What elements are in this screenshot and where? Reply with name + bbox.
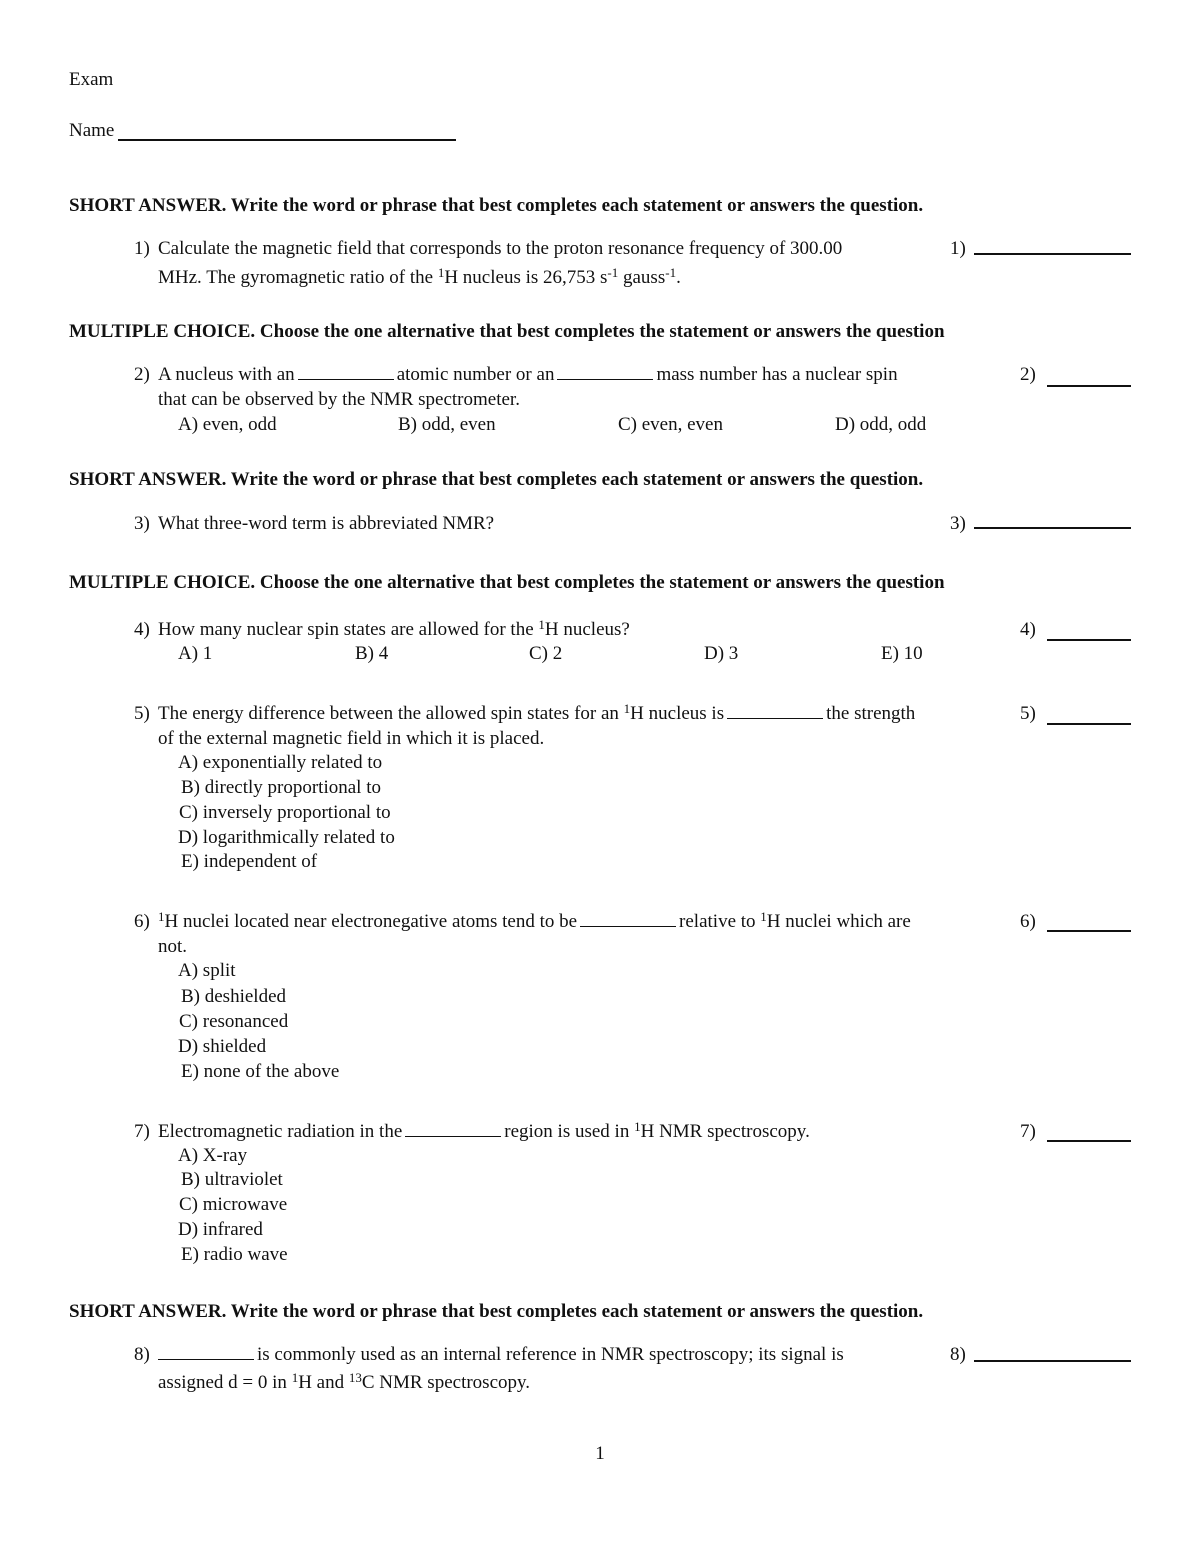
answer-number: 6) <box>1020 911 1036 932</box>
answer-number: 7) <box>1020 1121 1036 1142</box>
text-segment: gauss <box>618 267 666 288</box>
question-text <box>158 1121 810 1143</box>
text-segment: H nucleus is <box>630 703 725 724</box>
option-a[interactable]: A) 1 <box>178 643 213 664</box>
text-segment: H nuclei located near electronegative atoms tend to be <box>164 911 578 932</box>
answer-number: 1) <box>950 238 966 259</box>
answer-line[interactable] <box>1047 930 1131 932</box>
text-segment: H NMR spectroscopy. <box>640 1121 810 1142</box>
question-number: 1) <box>134 238 150 259</box>
answer-number: 2) <box>1020 364 1036 385</box>
superscript: 1 <box>158 909 165 924</box>
question-text <box>158 364 898 386</box>
option-e[interactable]: E) radio wave <box>181 1244 288 1265</box>
question-number: 5) <box>134 703 150 724</box>
option-a[interactable]: A) split <box>178 960 236 981</box>
option-c[interactable]: C) microwave <box>179 1194 288 1215</box>
question-text-line2 <box>158 1372 530 1394</box>
option-d[interactable]: D) shielded <box>178 1036 267 1057</box>
question-text-line2: that can be observed by the NMR spectrometer. <box>158 389 520 410</box>
question-number: 3) <box>134 513 150 534</box>
superscript: 1 <box>634 1119 641 1134</box>
option-d[interactable]: D) 3 <box>704 643 739 664</box>
fill-blank <box>158 1358 254 1360</box>
text-segment: H nucleus? <box>544 619 630 640</box>
answer-number: 8) <box>950 1344 966 1365</box>
text-segment: assigned d = 0 in <box>158 1372 292 1393</box>
question-number: 4) <box>134 619 150 640</box>
text-segment: region is used in <box>504 1121 635 1142</box>
answer-line[interactable] <box>1047 639 1131 641</box>
option-e[interactable]: E) independent of <box>181 851 318 872</box>
page-number: 1 <box>595 1443 605 1464</box>
option-c[interactable]: C) 2 <box>529 643 563 664</box>
option-e[interactable]: E) 10 <box>881 643 923 664</box>
name-label: Name <box>69 120 115 141</box>
fill-blank <box>298 378 394 380</box>
section-heading-short-answer: SHORT ANSWER. Write the word or phrase that best completes each statement or answers the question. <box>69 1301 924 1322</box>
option-c[interactable]: C) resonanced <box>179 1011 289 1032</box>
answer-number: 5) <box>1020 703 1036 724</box>
text-segment: is commonly used as an internal reference in NMR spectroscopy; its signal is <box>257 1344 844 1365</box>
option-a[interactable]: A) X-ray <box>178 1145 248 1166</box>
superscript: 1 <box>291 1370 299 1385</box>
answer-line[interactable] <box>974 1360 1131 1362</box>
option-d[interactable]: D) infrared <box>178 1219 263 1240</box>
text-segment: mass number has a nuclear spin <box>656 364 898 385</box>
option-b[interactable]: B) odd, even <box>398 414 496 435</box>
text-segment: H nuclei which are <box>766 911 911 932</box>
superscript: 1 <box>538 617 545 632</box>
fill-blank <box>580 925 676 927</box>
text-segment: relative to <box>679 911 761 932</box>
option-b[interactable]: B) directly proportional to <box>181 777 381 798</box>
answer-line[interactable] <box>1047 723 1131 725</box>
answer-number: 4) <box>1020 619 1036 640</box>
superscript: -1 <box>665 265 677 280</box>
exam-title: Exam <box>69 69 114 90</box>
question-text <box>158 703 915 725</box>
text-segment: H nucleus is 26,753 s <box>444 267 608 288</box>
superscript: 1 <box>760 909 767 924</box>
answer-number: 3) <box>950 513 966 534</box>
question-number: 2) <box>134 364 150 385</box>
question-text <box>158 1344 844 1366</box>
option-b[interactable]: B) 4 <box>355 643 389 664</box>
option-e[interactable]: E) none of the above <box>181 1061 340 1082</box>
option-d[interactable]: D) logarithmically related to <box>178 827 395 848</box>
text-segment: the strength <box>826 703 916 724</box>
section-heading-multiple-choice: MULTIPLE CHOICE. Choose the one alternative that best completes the statement or answers the question <box>69 572 945 593</box>
fill-blank <box>557 378 653 380</box>
answer-line[interactable] <box>1047 385 1131 387</box>
fill-blank <box>405 1135 501 1137</box>
question-text <box>158 619 630 641</box>
question-text-line2: of the external magnetic field in which it is placed. <box>158 728 545 749</box>
option-c[interactable]: C) inversely proportional to <box>179 802 391 823</box>
question-number: 7) <box>134 1121 150 1142</box>
section-heading-short-answer: SHORT ANSWER. Write the word or phrase that best completes each statement or answers the question. <box>69 195 924 216</box>
option-b[interactable]: B) ultraviolet <box>181 1169 283 1190</box>
name-field[interactable] <box>118 139 456 141</box>
superscript: 1 <box>437 265 445 280</box>
answer-line[interactable] <box>1047 1140 1131 1142</box>
text-segment: . <box>676 267 681 288</box>
question-number: 6) <box>134 911 150 932</box>
section-heading-multiple-choice: MULTIPLE CHOICE. Choose the one alternative that best completes the statement or answers the question <box>69 321 945 342</box>
question-text-line2 <box>158 267 681 289</box>
question-text <box>158 911 911 933</box>
superscript: -1 <box>607 265 619 280</box>
option-c[interactable]: C) even, even <box>618 414 723 435</box>
superscript: 13 <box>348 1370 362 1385</box>
text-segment: H and <box>298 1372 349 1393</box>
answer-line[interactable] <box>974 253 1131 255</box>
option-b[interactable]: B) deshielded <box>181 986 287 1007</box>
option-a[interactable]: A) exponentially related to <box>178 752 383 773</box>
text-segment: How many nuclear spin states are allowed for the <box>158 619 539 640</box>
text-segment: MHz. The gyromagnetic ratio of the <box>158 267 438 288</box>
text-segment: C NMR spectroscopy. <box>361 1372 531 1393</box>
text-segment: Electromagnetic radiation in the <box>158 1121 403 1142</box>
superscript: 1 <box>623 701 631 716</box>
option-d[interactable]: D) odd, odd <box>835 414 927 435</box>
text-segment: atomic number or an <box>396 364 555 385</box>
question-number: 8) <box>134 1344 150 1365</box>
text-segment: The energy difference between the allowed spin states for an <box>158 703 624 724</box>
answer-line[interactable] <box>974 527 1131 529</box>
fill-blank <box>727 717 823 719</box>
text-segment: A nucleus with an <box>158 364 295 385</box>
question-text: What three-word term is abbreviated NMR? <box>158 513 495 534</box>
question-text-line2: not. <box>158 936 188 957</box>
option-a[interactable]: A) even, odd <box>178 414 277 435</box>
section-heading-short-answer: SHORT ANSWER. Write the word or phrase that best completes each statement or answers the question. <box>69 469 924 490</box>
question-text: Calculate the magnetic field that corresponds to the proton resonance frequency of 300.00 <box>158 238 843 259</box>
